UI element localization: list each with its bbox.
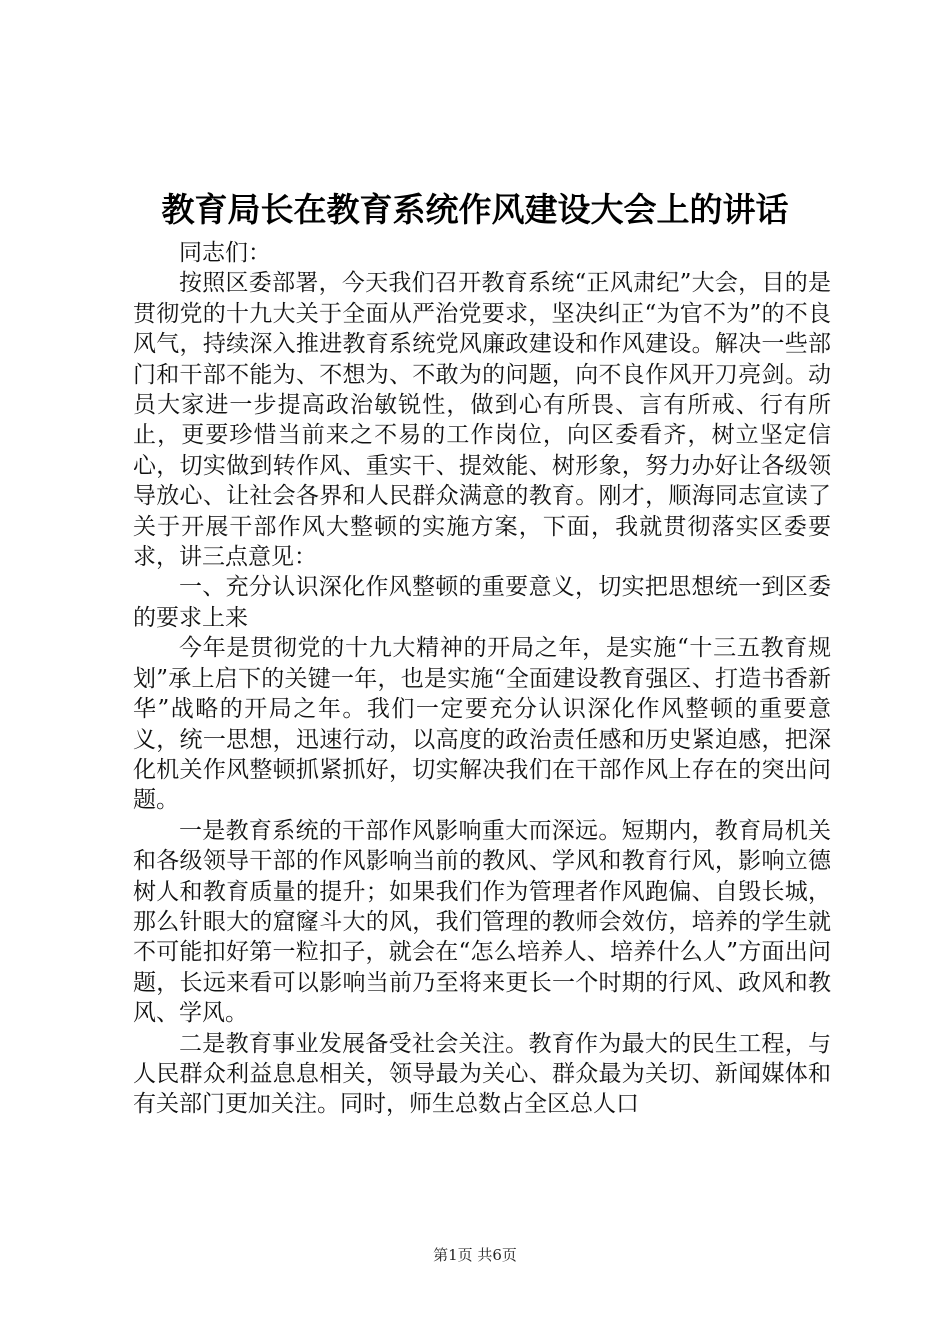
document-title: 教育局长在教育系统作风建设大会上的讲话 xyxy=(161,190,789,229)
body-paragraph: 按照区委部署，今天我们召开教育系统“正风肃纪”大会，目的是贯彻党的十九大关于全面从严治党要求，坚决纠正“为官不为”的不良风气，持续深入推进教育系统党风廉政建设和作风建设。解决一些部门和干部不能为、不想为、不敢为的问题，向不良作风开刀亮剑。动员大家进一步提高政治敏锐性，做到心有所畏、言有所戒、行有所止，更要珍惜当前来之不易的工作岗位，向区委看齐，树立坚定信心，切实做到转作风、重实干、提效能、树形象，努力办好让各级领导放心、让社会各界和人民群众满意的教育。刚才，顺海同志宣读了关于开展干部作风大整顿的实施方案，下面，我就贯彻落实区委要求，讲三点意见： xyxy=(133,270,831,571)
body-paragraph: 一是教育系统的干部作风影响重大而深远。短期内，教育局机关和各级领导干部的作风影响当前的教风、学风和教育行风，影响立德树人和教育质量的提升；如果我们作为管理者作风跑偏、自毁长城，那么针眼大的窟窿斗大的风，我们管理的教师会效仿，培养的学生就不可能扣好第一粒扣子，就会在“怎么培养人、培养什么人”方面出问题，长远来看可以影响当前乃至将来更长一个时期的行风、政风和教风、学风。 xyxy=(133,817,831,1027)
document-body xyxy=(133,238,831,1120)
body-paragraph: 今年是贯彻党的十九大精神的开局之年，是实施“十三五教育规划”承上启下的关键一年，也是实施“全面建设教育强区、打造书香新华”战略的开局之年。我们一定要充分认识深化作风整顿的重要意义，统一思想，迅速行动，以高度的政治责任感和历史紧迫感，把深化机关作风整顿抓紧抓好，切实解决我们在干部作风上存在的突出问题。 xyxy=(133,635,831,814)
body-paragraph: 二是教育事业发展备受社会关注。教育作为最大的民生工程，与人民群众利益息息相关，领导最为关心、群众最为关切、新闻媒体和有关部门更加关注。同时，师生总数占全区总人口 xyxy=(133,1030,831,1118)
section-heading: 一、充分认识深化作风整顿的重要意义，切实把思想统一到区委的要求上来 xyxy=(133,574,831,631)
page-number-footer: 第1页 共6页 xyxy=(433,1246,517,1264)
salutation-paragraph: 同志们： xyxy=(179,240,271,266)
